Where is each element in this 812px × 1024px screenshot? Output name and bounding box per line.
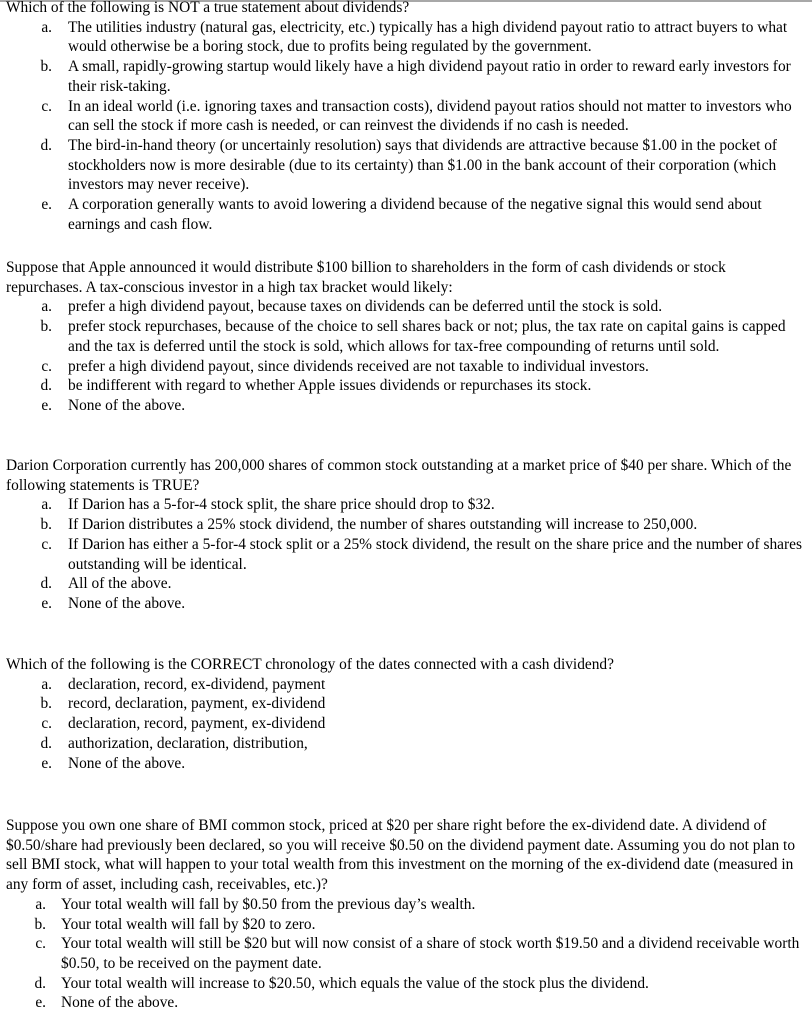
option-d <box>6 574 806 594</box>
option-letter: c. <box>41 357 52 375</box>
option-b <box>6 694 806 714</box>
option-letter: e. <box>41 196 52 214</box>
option-text: Your total wealth will increase to $20.50, which equals the value of the stock plus the dividend. <box>61 974 649 992</box>
question-stem: Suppose that Apple announced it would distribute $100 billion to shareholders in the form of cash dividends or stock repurchases. A tax-conscious investor in a high tax bracket would likely: <box>6 259 726 296</box>
option-text: The utilities industry (natural gas, electricity, etc.) typically has a high dividend payout ratio to attract buyers to what would otherwise be a boring stock, due to profits being regulated by the government. <box>68 18 788 56</box>
option-c <box>6 97 806 136</box>
option-letter: b. <box>40 58 52 76</box>
option-text: prefer a high dividend payout, because taxes on dividends can be deferred until the stock is sold. <box>68 298 663 316</box>
option-c <box>6 357 806 377</box>
option-d <box>6 974 806 994</box>
question-2 <box>6 258 806 416</box>
option-e <box>6 594 806 614</box>
option-a <box>6 675 806 695</box>
option-letter: d. <box>40 575 52 593</box>
option-letter: b. <box>34 915 46 933</box>
option-text: All of the above. <box>68 575 172 593</box>
option-letter: c. <box>41 715 52 733</box>
option-text: Your total wealth will fall by $20 to zero. <box>61 915 316 933</box>
question-stem: Which of the following is the CORRECT chronology of the dates connected with a cash dividend? <box>6 656 614 673</box>
option-b <box>6 317 806 356</box>
option-e <box>6 993 806 1013</box>
option-a <box>6 18 806 57</box>
option-c <box>6 714 806 734</box>
answer-options <box>6 675 806 774</box>
option-letter: a. <box>41 298 52 316</box>
option-e <box>6 195 806 234</box>
option-text: prefer stock repurchases, because of the choice to sell shares back or not; plus, the tax rate on capital gains is capped and the tax is deferred until the stock is sold, which allows for tax-free compounding of returns until sold. <box>68 318 786 355</box>
option-text: Your total wealth will still be $20 but will now consist of a share of stock worth $19.50 and a dividend receivable worth $0.50, to be received on the payment date. <box>61 935 800 972</box>
option-text: If Darion has a 5-for-4 stock split, the share price should drop to $32. <box>68 496 495 514</box>
option-text: If Darion has either a 5-for-4 stock split or a 25% stock dividend, the result on the share price and the number of shares outstanding will be identical. <box>68 535 802 573</box>
question-3 <box>6 456 806 614</box>
option-text: declaration, record, payment, ex-dividend <box>68 715 326 733</box>
option-letter: d. <box>40 136 52 154</box>
option-a <box>6 495 806 515</box>
option-text: None of the above. <box>68 594 186 612</box>
option-e <box>6 396 806 416</box>
question-4 <box>6 655 806 773</box>
option-text: If Darion distributes a 25% stock dividend, the number of shares outstanding will increase to 250,000. <box>68 516 698 534</box>
option-text: Your total wealth will fall by $0.50 from the previous day’s wealth. <box>61 895 476 913</box>
option-letter: c. <box>41 535 52 553</box>
option-letter: c. <box>41 97 52 115</box>
option-a <box>6 895 806 915</box>
option-d <box>6 136 806 195</box>
option-text: A small, rapidly-growing startup would likely have a high dividend payout ratio in order to reward early investors for their risk-taking. <box>68 58 791 95</box>
option-letter: a. <box>35 895 46 913</box>
option-text: declaration, record, ex-dividend, payment <box>68 675 326 693</box>
question-stem: Darion Corporation currently has 200,000 shares of common stock outstanding at a market price of $40 per share. Which of the following statements is TRUE? <box>6 457 792 494</box>
question-stem: Which of the following is NOT a true statement about dividends? <box>6 0 410 16</box>
option-d <box>6 376 806 396</box>
option-text: record, declaration, payment, ex-dividend <box>68 695 326 713</box>
option-c <box>6 535 806 574</box>
option-b <box>6 915 806 935</box>
option-text: The bird-in-hand theory (or uncertainly resolution) says that dividends are attractive because $1.00 in the pocket of stockholders now is more desirable (due to its certainty) than $1.00 in the bank account of their corporation (which investors may never receive). <box>68 136 778 194</box>
option-text: None of the above. <box>68 396 186 414</box>
option-b <box>6 515 806 535</box>
answer-options <box>6 895 806 1013</box>
option-letter: b. <box>40 516 52 534</box>
option-letter: c. <box>35 935 46 953</box>
option-letter: a. <box>41 18 52 36</box>
option-letter: e. <box>41 396 52 414</box>
option-letter: d. <box>40 734 52 752</box>
option-text: A corporation generally wants to avoid lowering a dividend because of the negative signal this would send about earnings and cash flow. <box>68 196 762 233</box>
option-letter: e. <box>41 594 52 612</box>
option-c <box>6 934 806 973</box>
option-a <box>6 297 806 317</box>
option-letter: b. <box>40 318 52 336</box>
answer-options <box>6 297 806 415</box>
option-text: None of the above. <box>61 994 179 1012</box>
question-stem: Suppose you own one share of BMI common stock, priced at $20 per share right before the ex-dividend date. A dividend of $0.50/share had previously been declared, so you will receive $0.50 on the dividend payment date. Assuming you do not plan to sell BMI stock, what will happen to your total wealth from this investment on the morning of the ex-dividend date (measured in any form of asset, including cash, receivables, etc.)? <box>6 817 796 894</box>
answer-options <box>6 495 806 613</box>
option-text: be indifferent with regard to whether Apple issues dividends or repurchases its stock. <box>68 377 592 395</box>
answer-options <box>6 18 806 235</box>
question-1 <box>6 0 806 234</box>
question-5 <box>6 816 806 1013</box>
option-text: None of the above. <box>68 754 186 772</box>
option-letter: e. <box>35 994 46 1012</box>
option-letter: d. <box>34 974 46 992</box>
option-text: authorization, declaration, distribution, <box>68 734 308 752</box>
option-b <box>6 57 806 96</box>
option-letter: a. <box>41 675 52 693</box>
option-letter: b. <box>40 695 52 713</box>
option-e <box>6 754 806 774</box>
option-d <box>6 734 806 754</box>
option-letter: e. <box>41 754 52 772</box>
option-text: In an ideal world (i.e. ignoring taxes and transaction costs), dividend payout ratios should not matter to investors who can sell the stock if more cash is needed, or can reinvest the dividends if no cash is needed. <box>68 97 792 135</box>
option-letter: a. <box>41 496 52 514</box>
option-letter: d. <box>40 377 52 395</box>
option-text: prefer a high dividend payout, since dividends received are not taxable to individual investors. <box>68 357 649 375</box>
